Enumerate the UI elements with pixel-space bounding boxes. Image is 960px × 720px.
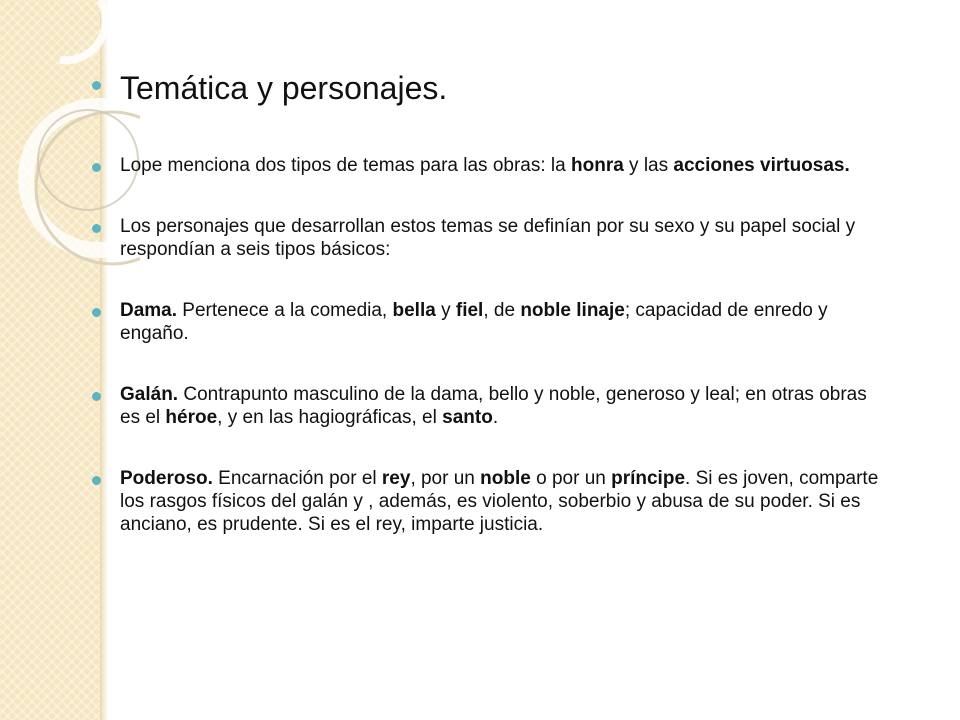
text-run: , y en las hagiográficas, el <box>217 407 443 428</box>
bullet-item-temas <box>92 154 892 177</box>
bold-text-run: Dama. <box>120 300 178 321</box>
bullet-item-poderoso <box>92 467 892 536</box>
bullet-text <box>120 383 892 429</box>
bullet-item-dama <box>92 299 892 345</box>
bold-text-run: rey <box>381 468 411 489</box>
bold-text-run: Galán. <box>120 384 179 405</box>
slide-title: Temática y personajes. <box>120 70 448 106</box>
text-run: y las <box>623 155 674 176</box>
bullet-icon <box>92 81 101 90</box>
bullet-text <box>120 154 892 177</box>
bold-text-run: bella <box>392 300 436 321</box>
text-run: Los personajes que desarrollan estos temas se definían por su sexo y su papel social y respondían a seis tipos básicos: <box>120 216 856 260</box>
bullet-icon <box>92 308 101 317</box>
bold-text-run: noble <box>480 468 531 489</box>
text-run: Encarnación por el <box>212 468 382 489</box>
bold-text-run: acciones virtuosas. <box>673 155 850 176</box>
bullet-icon <box>92 163 101 172</box>
bullet-icon <box>92 476 101 485</box>
bold-text-run: héroe <box>165 407 218 428</box>
bullet-text <box>120 215 892 261</box>
bullet-icon <box>92 392 101 401</box>
bullet-text <box>120 299 892 345</box>
bullet-item-personajes <box>92 215 892 261</box>
title-item <box>92 66 892 110</box>
text-run: , de <box>483 300 521 321</box>
bullet-icon <box>92 224 101 233</box>
text-run: . <box>492 407 499 428</box>
bold-text-run: fiel <box>455 300 484 321</box>
bold-text-run: Poderoso. <box>120 468 213 489</box>
slide-content <box>92 66 892 574</box>
bold-text-run: príncipe <box>611 468 686 489</box>
text-run: . Si es joven, comparte los rasgos físicos del galán y , además, es violento, soberbio y abusa de su poder. Si es anciano, es prudente. Si es el rey, imparte justicia. <box>120 468 879 535</box>
text-run: y <box>435 300 456 321</box>
bold-text-run: honra <box>571 155 624 176</box>
text-run: o por un <box>530 468 612 489</box>
bold-text-run: noble linaje <box>520 300 625 321</box>
text-run: ; capacidad de enredo y engaño. <box>120 300 828 344</box>
bullet-text <box>120 467 892 536</box>
text-run: Lope menciona dos tipos de temas para las obras: la <box>120 155 571 176</box>
bullet-item-galan <box>92 383 892 429</box>
text-run: , por un <box>410 468 481 489</box>
text-run: Pertenece a la comedia, <box>177 300 393 321</box>
bold-text-run: santo <box>442 407 493 428</box>
text-run: Contrapunto masculino de la dama, bello y noble, generoso y leal; en otras obras es el <box>120 384 867 428</box>
